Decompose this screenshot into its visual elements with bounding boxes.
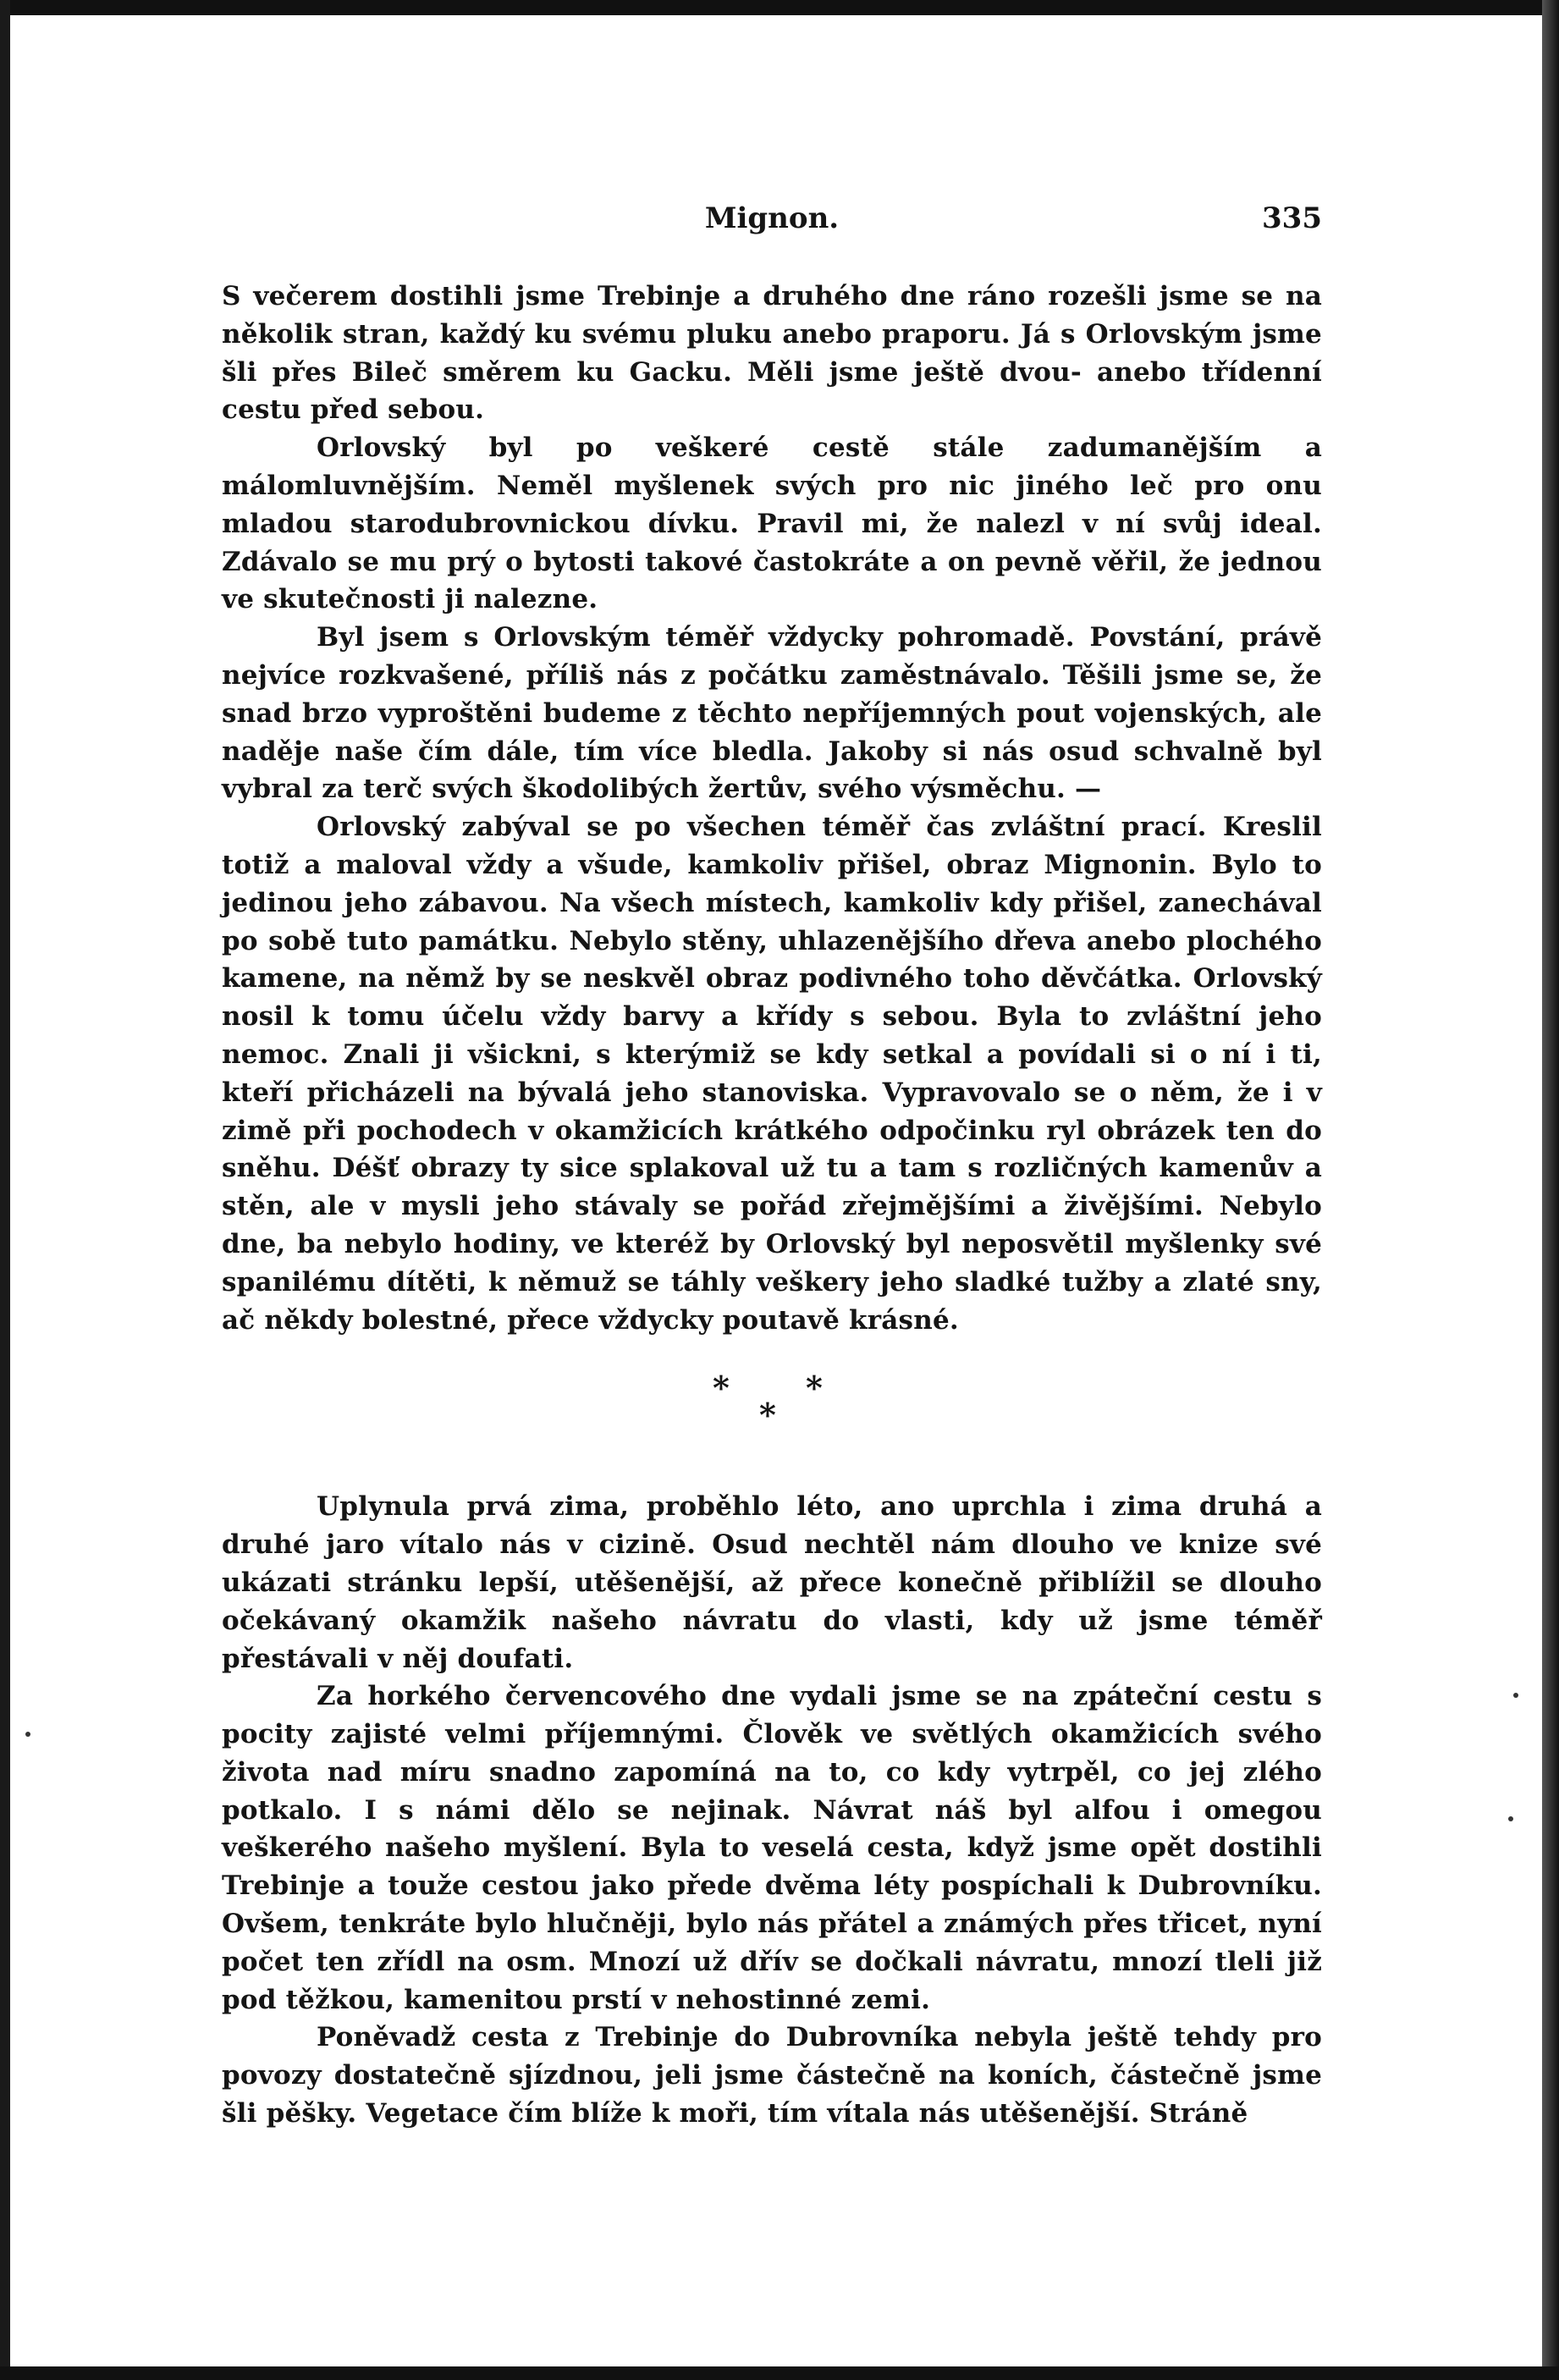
paragraph: Uplynula prvá zima, proběhlo léto, ano uprchla i zima druhá a druhé jaro vítalo nás v cizině. Osud nechtěl nám dlouho ve knize své ukázati stránku lepší, utěšenější, až přece konečně přiblížil se dlouho očekávaný okamžik našeho návratu do vlasti, kdy už jsme téměř přestávali v něj doufati. <box>222 1491 1322 1674</box>
paragraph: Byl jsem s Orlovským téměř vždycky pohromadě. Povstání, právě nejvíce rozkvašené, příliš nás z počátku zaměstnávalo. Těšili jsme se, že snad brzo vyproštěni budeme z těchto nepříjemných pout vojenských, ale naděje naše čím dále, tím více bledla. Jakoby si nás osud schvalně byl vybral za terč svých škodolibých žertův, svého výsměchu. — <box>222 622 1322 805</box>
paragraph: Za horkého červencového dne vydali jsme se na zpáteční cestu s pocity zajisté velmi příjemnými. Člověk ve světlých okamžicích svého života nad míru snadno zapomíná na to, co kdy vytrpěl, co jej zlého potkalo. I s námi dělo se nejinak. Návrat náš byl alfou i omegou veškerého našeho myšlení. Byla to veselá cesta, když jsme opět dostihli Trebinje a touže cestou jako přede dvěma léty pospíchali k Dubrovníku. Ovšem, tenkráte bylo hlučněji, bylo nás přátel a známých přes třicet, nyní počet ten zřídl na osm. Mnozí už dřív se dočkali návratu, mnozí tleli již pod těžkou, kamenitou prstí v nehostinné zemi. <box>222 1681 1322 2015</box>
paragraph: Orlovský zabýval se po všechen téměř čas zvláštní prací. Kreslil totiž a maloval vždy a všude, kamkoliv přišel, obraz Mignonin. Bylo to jedinou jeho zábavou. Na všech místech, kamkoliv kdy přišel, zanechával po sobě tuto památku. Nebylo stěny, uhlazenějšího dřeva anebo plochého kamene, na němž by se neskvěl obraz podivného toho děvčátka. Orlovský nosil k tomu účelu vždy barvy a křídy s sebou. Byla to zvláštní jeho nemoc. Znali ji všickni, s kterýmiž se kdy setkal a povídali si o ní i ti, kteří přicházeli na bývalá jeho stanoviska. Vypravovalo se o něm, že i v zimě při pochodech v okamžicích krátkého odpočinku ryl obrázek ten do sněhu. Déšť obrazy ty sice splakoval už tu a tam s rozličných kamenův a stěn, ale v mysli jeho stávaly se pořád zřejmějšími a živějšími. Nebylo dne, ba nebylo hodiny, ve kteréž by Orlovský byl neposvětil myšlenky své spanilému dítěti, k němuž se táhly veškery jeho sladké tužby a zlaté sny, ač někdy bolestné, přece vždycky poutavě krásné. <box>222 812 1322 1336</box>
page-number: 335 <box>1262 201 1322 235</box>
book-page <box>222 201 1322 2133</box>
body-text <box>222 278 1322 2133</box>
asterisk: * <box>806 1369 824 1408</box>
section-break-asterism <box>222 1361 1322 1463</box>
paragraph: S večerem dostihli jsme Trebinje a druhého dne ráno rozešli jsme se na několik stran, každý ku svému pluku anebo praporu. Já s Orlovským jsme šli přes Bileč směrem ku Gacku. Měli jsme ještě dvou- anebo třídenní cestu před sebou. <box>222 281 1322 426</box>
chapter-title: Mignon. <box>704 201 840 235</box>
scan-border-top <box>0 0 1559 15</box>
asterisk: * <box>759 1396 777 1435</box>
paragraph: Orlovský byl po veškeré cestě stále zadumanějším a málomluvnějším. Neměl myšlenek svých pro nic jiného leč pro onu mladou starodubrovnickou dívku. Pravil mi, že nalezl v ní svůj ideal. Zdávalo se mu prý o bytosti takové častokráte a on pevně věřil, že jednou ve skutečnosti ji nalezne. <box>222 432 1322 615</box>
scan-speck <box>1513 1693 1518 1698</box>
running-head <box>222 201 1322 242</box>
scan-speck <box>25 1732 30 1737</box>
scan-speck <box>1508 1816 1513 1821</box>
paragraph: Poněvadž cesta z Trebinje do Dubrovníka nebyla ještě tehdy pro povozy dostatečně sjízdnou, jeli jsme částečně na koních, částečně jsme šli pěšky. Vegetace čím blíže k moři, tím vítala nás utěšenější. Stráně <box>222 2022 1322 2129</box>
scan-border-left <box>0 0 10 2380</box>
scan-border-right <box>1542 0 1559 2380</box>
asterisk: * <box>713 1369 730 1408</box>
scan-border-bottom <box>0 2366 1559 2380</box>
